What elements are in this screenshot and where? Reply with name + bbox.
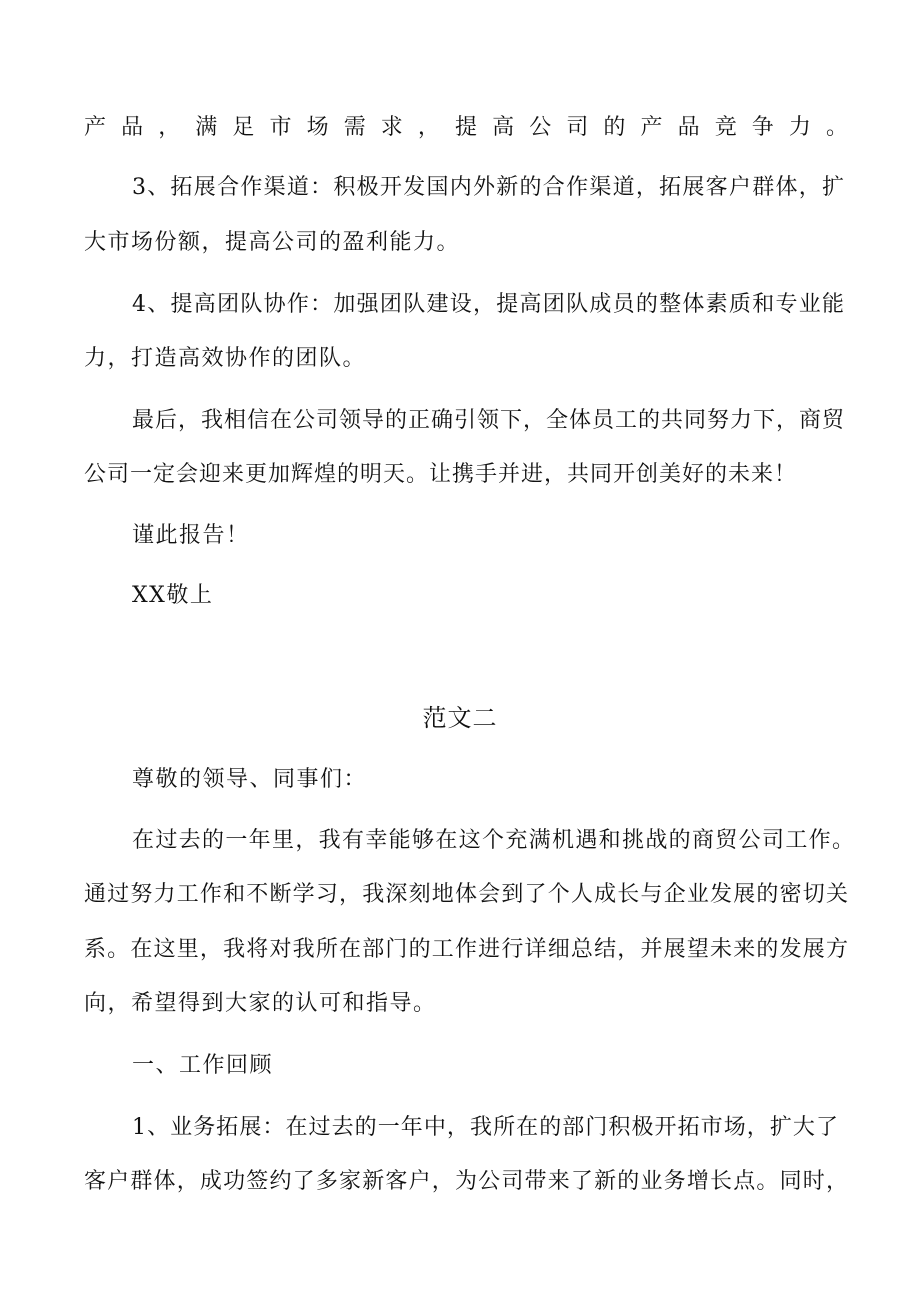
paragraph-line-item4-1: 4、提高团队协作：加强团队建设，提高团队成员的整体素质和专业能 <box>132 292 844 317</box>
paragraph-line-item1-1: 1、业务拓展：在过去的一年中，我所在的部门积极开拓市场，扩大了 <box>132 1115 838 1140</box>
sign-off: 谨此报告！ <box>132 523 250 548</box>
paragraph-line-item1-2: 客户群体，成功签约了多家新客户，为公司带来了新的业务增长点。同时， <box>84 1169 848 1194</box>
paragraph-line-item3-2: 大市场份额，提高公司的盈利能力。 <box>84 230 461 255</box>
paragraph-line-closing-2: 公司一定会迎来更加辉煌的明天。让携手并进，共同开创美好的未来！ <box>84 462 796 487</box>
paragraph-line-closing-1: 最后，我相信在公司领导的正确引领下，全体员工的共同努力下，商贸 <box>132 408 844 433</box>
paragraph-line-item2-tail: 产品，满足市场需求，提高公司的产品竞争力。 <box>84 115 848 140</box>
paragraph-line-intro-1: 在过去的一年里，我有幸能够在这个充满机遇和挑战的商贸公司工作。 <box>132 828 854 853</box>
paragraph-line-intro-2: 通过努力工作和不断学习，我深刻地体会到了个人成长与企业发展的密切关 <box>84 882 848 907</box>
paragraph-line-item4-2: 力，打造高效协作的团队。 <box>84 346 367 371</box>
signature: XX敬上 <box>132 583 214 608</box>
paragraph-line-intro-4: 向，希望得到大家的认可和指导。 <box>84 991 437 1016</box>
paragraph-line-item3-1: 3、拓展合作渠道：积极开发国内外新的合作渠道，拓展客户群体，扩 <box>132 175 844 200</box>
salutation: 尊敬的领导、同事们： <box>132 767 368 792</box>
part-heading: 一、工作回顾 <box>132 1053 274 1078</box>
section-title: 范文二 <box>422 704 498 732</box>
paragraph-line-intro-3: 系。在这里，我将对我所在部门的工作进行详细总结，并展望未来的发展方 <box>84 937 848 962</box>
